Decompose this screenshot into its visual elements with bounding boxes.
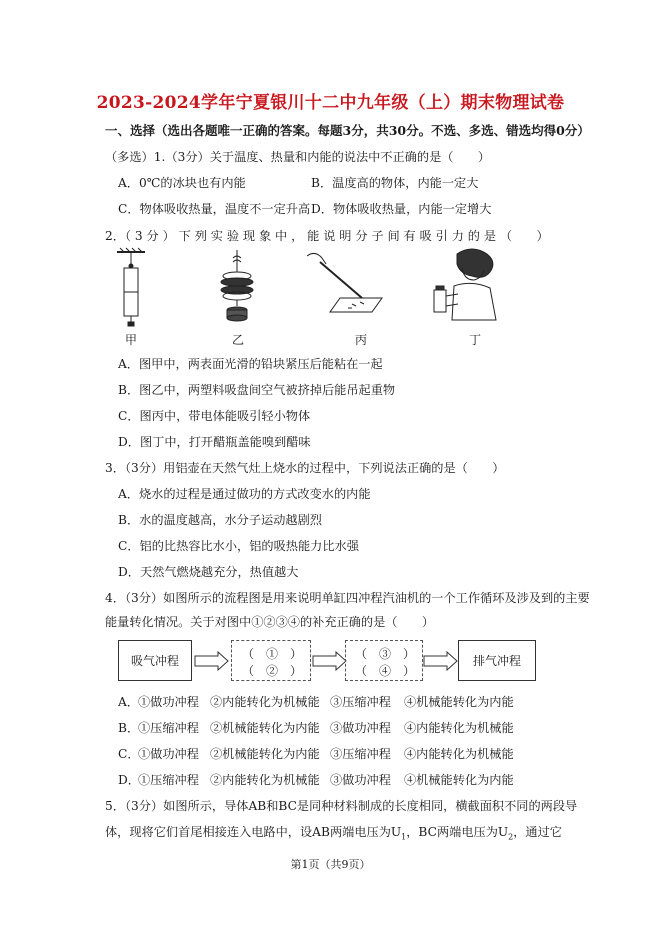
q5-text-c: ，通过它 bbox=[513, 825, 562, 839]
q1-option-c: C．物体吸收热量，温度不一定升高 bbox=[118, 202, 311, 216]
q4-option-d-4: ④机械能转化为内能 bbox=[404, 773, 514, 787]
q2-figures bbox=[112, 246, 522, 332]
q4-option-a-3: ③压缩冲程 bbox=[330, 695, 391, 709]
q4-option-a-1: ①做功冲程 bbox=[138, 695, 199, 709]
flow-slot-4: （ ④ ） bbox=[355, 664, 416, 678]
section-heading: 一、选择（选出各题唯一正确的答案。每题3分，共30分。不选、多选、错选均得0分） bbox=[105, 123, 590, 138]
flow-box-1-2 bbox=[231, 640, 311, 681]
flow-box-3-4 bbox=[345, 640, 423, 681]
q4-stem-line1: 4．（3分）如图所示的流程图是用来说明单缸四冲程汽油机的一个工作循环及涉及到的主要 bbox=[105, 591, 590, 605]
q4-option-d-3: ③做功冲程 bbox=[330, 773, 391, 787]
flow-slot-1: （ ① ） bbox=[242, 647, 303, 661]
flow-slot-3: （ ③ ） bbox=[355, 647, 416, 661]
flow-exhaust-stroke: 排气冲程 bbox=[458, 640, 536, 681]
q2-stem: 2．（ 3 分 ） 下 列 实 验 现 象 中 ， 能 说 明 分 子 间 有 吸 引 力 的 是 （ ） bbox=[105, 229, 549, 243]
figure-label-yi: 乙 bbox=[232, 333, 245, 347]
flow-slot-2: （ ② ） bbox=[242, 664, 303, 678]
q4-option-c-4: ④内能转化为机械能 bbox=[404, 747, 514, 761]
q4-stem-line2: 能量转化情况。关于对图中①②③④的补充正确的是（ ） bbox=[105, 615, 435, 629]
q4-option-c-letter: C． bbox=[118, 747, 140, 761]
q2-option-a: A．图甲中，两表面光滑的铅块紧压后能粘在一起 bbox=[118, 357, 383, 371]
q4-option-d-1: ①压缩冲程 bbox=[138, 773, 199, 787]
q4-option-d-2: ②内能转化为机械能 bbox=[210, 773, 320, 787]
figure-ding-person-bottle bbox=[434, 249, 496, 320]
q3-option-c: C．铝的比热容比水小，铝的吸热能力比水强 bbox=[118, 539, 359, 553]
q2-option-b: B．图乙中，两塑料吸盘间空气被挤掉后能吊起重物 bbox=[118, 383, 396, 397]
q4-option-b-2: ②机械能转化为内能 bbox=[210, 721, 320, 735]
q4-option-b-1: ①压缩冲程 bbox=[138, 721, 199, 735]
q3-stem: 3．（3分）用铝壶在天然气灶上烧水的过程中，下列说法正确的是（ ） bbox=[105, 461, 505, 475]
flow-arrow-2 bbox=[312, 651, 348, 671]
q5-text-a: 体，现将它们首尾相接连入电路中，设AB两端电压为U bbox=[105, 825, 402, 839]
flow-arrow-1 bbox=[194, 651, 230, 671]
q4-option-c-3: ③压缩冲程 bbox=[330, 747, 391, 761]
flow-intake-stroke: 吸气冲程 bbox=[118, 640, 192, 681]
q1-stem: （多选）1.（3分）关于温度、热量和内能的说法中不正确的是（ ） bbox=[105, 150, 491, 164]
q4-option-b-letter: B． bbox=[118, 721, 140, 735]
q4-option-c-1: ①做功冲程 bbox=[138, 747, 199, 761]
q5-sub-1: 1 bbox=[401, 832, 407, 842]
q3-option-d: D．天然气燃烧越充分，热值越大 bbox=[118, 565, 299, 579]
q2-option-d: D．图丁中，打开醋瓶盖能嗅到醋味 bbox=[118, 435, 311, 449]
paper-title: 2023-2024学年宁夏银川十二中九年级（上）期末物理试卷 bbox=[96, 93, 565, 113]
figure-label-bing: 丙 bbox=[355, 333, 368, 347]
q5-stem-line1: 5．（3分）如图所示，导体AB和BC是同种材料制成的长度相同，横截面积不同的两段导 bbox=[105, 799, 578, 813]
q2-option-c: C．图丙中，带电体能吸引轻小物体 bbox=[118, 409, 311, 423]
q5-text-b: ，BC两端电压为U bbox=[406, 825, 509, 839]
q3-option-b: B．水的温度越高，水分子运动越剧烈 bbox=[118, 513, 322, 527]
q4-option-a-letter: A． bbox=[118, 695, 139, 709]
figure-label-ding: 丁 bbox=[469, 333, 482, 347]
q1-option-d: D．物体吸收热量，内能一定增大 bbox=[311, 202, 492, 216]
q5-stem-line2 bbox=[105, 823, 562, 841]
q4-option-c-2: ②机械能转化为内能 bbox=[210, 747, 320, 761]
figure-bing-charged-rod bbox=[307, 253, 382, 312]
figure-jia-lead-blocks bbox=[117, 248, 145, 326]
flow-arrow-3 bbox=[423, 651, 459, 671]
q5-sub-2: 2 bbox=[508, 832, 514, 842]
q1-option-b: B．温度高的物体，内能一定大 bbox=[311, 176, 479, 190]
figure-label-jia: 甲 bbox=[125, 333, 138, 347]
q4-option-a-4: ④机械能转化为内能 bbox=[404, 695, 514, 709]
q1-option-a: A．0℃的冰块也有内能 bbox=[118, 176, 246, 190]
q4-option-b-4: ④内能转化为机械能 bbox=[404, 721, 514, 735]
q3-option-a: A．烧水的过程是通过做功的方式改变水的内能 bbox=[118, 487, 371, 501]
page-footer: 第1页（共9页） bbox=[290, 858, 371, 871]
figure-yi-suction-cups bbox=[221, 250, 253, 321]
q4-option-d-letter: D． bbox=[118, 773, 140, 787]
q4-option-b-3: ③做功冲程 bbox=[330, 721, 391, 735]
q4-option-a-2: ②内能转化为机械能 bbox=[210, 695, 320, 709]
